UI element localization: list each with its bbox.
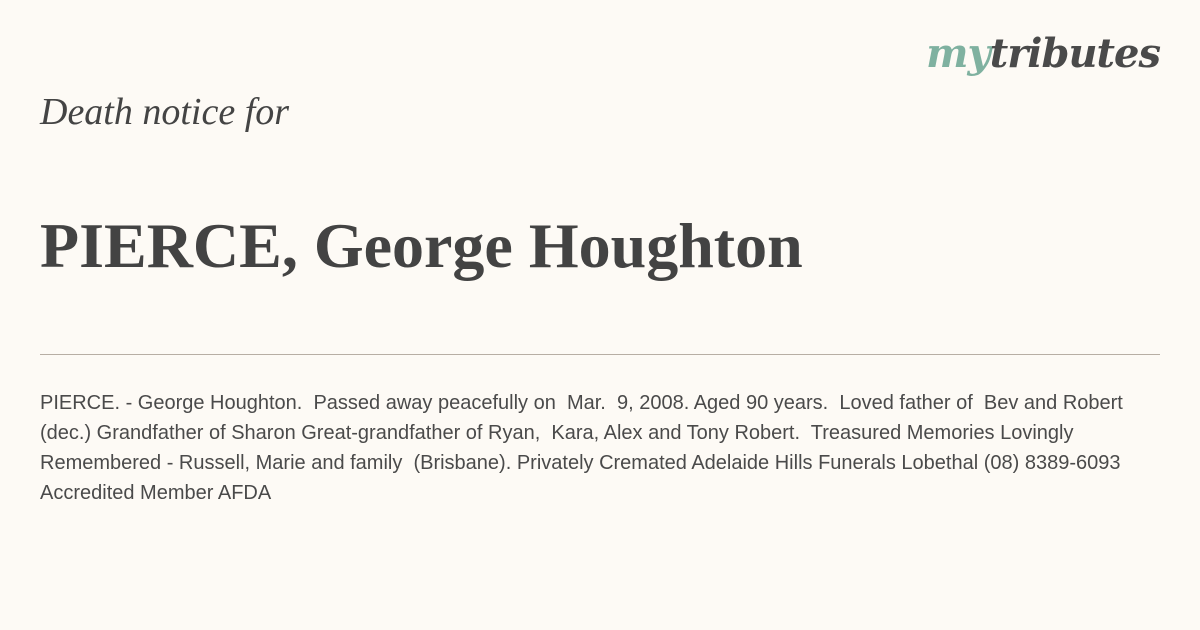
notice-text: PIERCE. - George Houghton. Passed away peacefully on Mar. 9, 2008. Aged 90 years. Loved father of Bev and Robert (dec.) Grandfather of Sharon Great-grandfather of Ryan, Kara, Alex and Tony Robert. Treasured Memories Lovingly Remembered - Russell, Marie and family (Brisbane). Privately Cremated Adelaide Hills Funerals Lobethal (08) 8389-6093 Accredited Member AFDA [40,392,1129,504]
divider [40,354,1160,355]
logo-part-my: my [926,30,990,77]
logo-part-tributes: tributes [989,30,1160,77]
deceased-name: PIERCE, George Houghton [40,210,803,281]
mytributes-logo[interactable] [926,30,1160,77]
page-subtitle: Death notice for [40,91,290,133]
